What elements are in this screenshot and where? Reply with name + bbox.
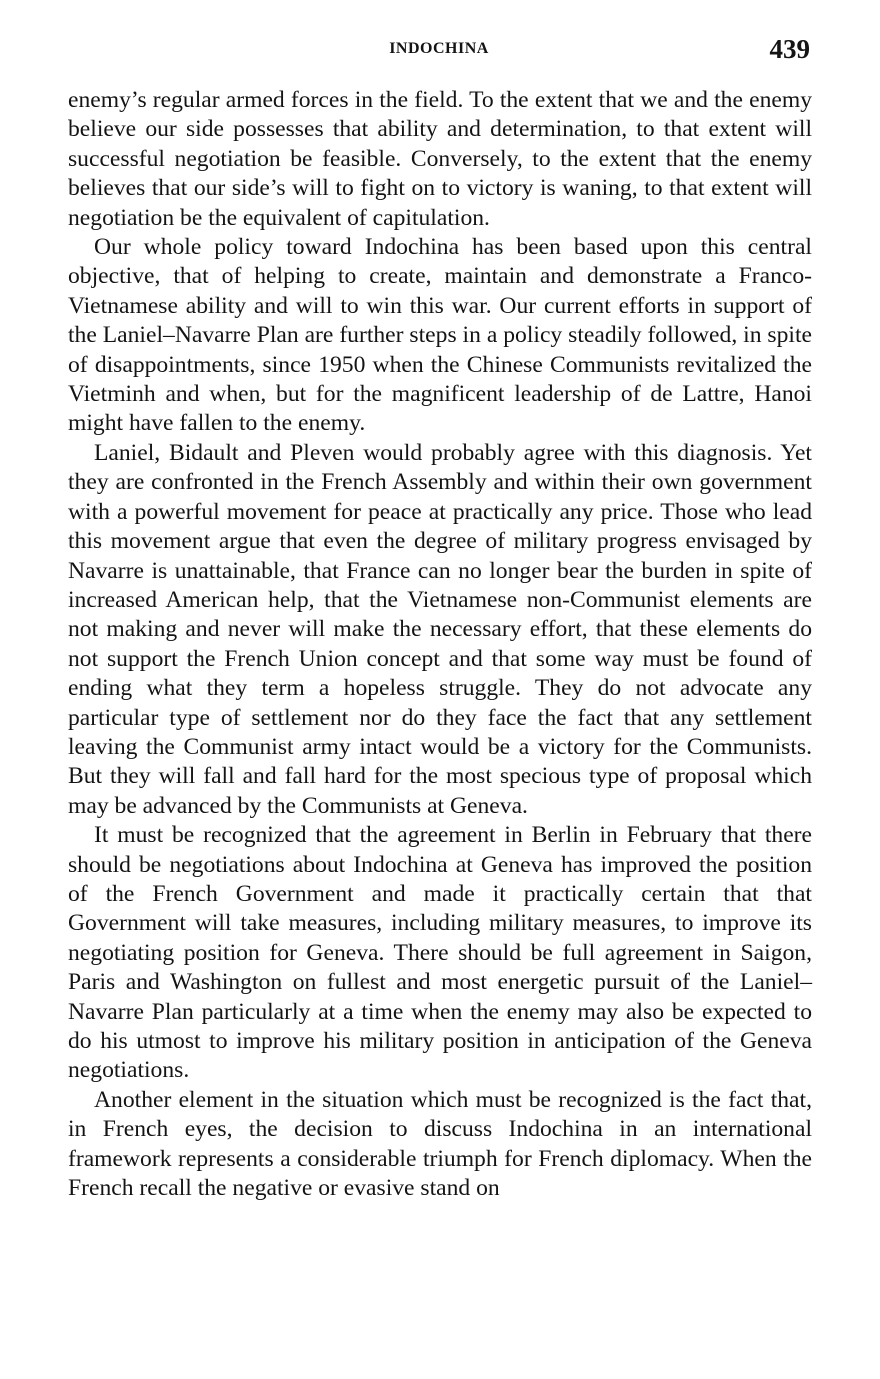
page-number: 439 xyxy=(769,34,810,64)
running-head xyxy=(68,36,810,66)
paragraph: Our whole policy toward Indochina has been based upon this central objective, that of helping to create, maintain and demonstrate a Franco-Vietnamese ability and will to win this war. Our current efforts in support of the Laniel–Navarre Plan are further steps in a policy steadily followed, in spite of disappointments, since 1950 when the Chinese Communists revitalized the Vietminh and when, but for the magnificent leadership of de Lattre, Hanoi might have fallen to the enemy. xyxy=(68,234,812,437)
paragraph: Another element in the situation which must be recognized is the fact that, in French eyes, the decision to discuss Indochina in an international framework represents a considerable triumph for French diplomacy. When the French recall the negative or evasive stand on xyxy=(68,1086,812,1202)
body-text xyxy=(68,86,812,1203)
running-title: INDOCHINA xyxy=(389,40,489,57)
paragraph: Laniel, Bidault and Pleven would probably agree with this diagnosis. Yet they are confronted in the French Assembly and within their own government with a powerful movement for peace at practically any price. Those who lead this movement argue that even the degree of military progress envisaged by Navarre is unattainable, that France can no longer bear the burden in spite of increased American help, that the Vietnamese non-Communist elements are not making and never will make the necessary effort, that these elements do not support the French Union concept and that some way must be found of ending what they term a hopeless struggle. They do not advocate any particular type of settlement nor do they face the fact that any settlement leaving the Communist army intact would be a victory for the Communists. But they will fall and fall hard for the most specious type of proposal which may be advanced by the Communists at Geneva. xyxy=(68,439,812,819)
paragraph: enemy’s regular armed forces in the field. To the extent that we and the enemy believe our side possesses that ability and determination, to that extent will successful negotiation be feasible. Conversely, to the extent that the enemy believes that our side’s will to fight on to victory is waning, to that extent will negotiation be the equivalent of capitulation. xyxy=(68,87,812,231)
paragraph: It must be recognized that the agreement in Berlin in February that there should be negotiations about Indochina at Geneva has improved the position of the French Government and made it practically certain that that Government will take measures, including military measures, to improve its negotiating position for Geneva. There should be full agreement in Saigon, Paris and Washington on fullest and most energetic pursuit of the Laniel–Navarre Plan particularly at a time when the enemy may also be expected to do his utmost to improve his military position in anticipation of the Geneva negotiations. xyxy=(68,822,812,1084)
